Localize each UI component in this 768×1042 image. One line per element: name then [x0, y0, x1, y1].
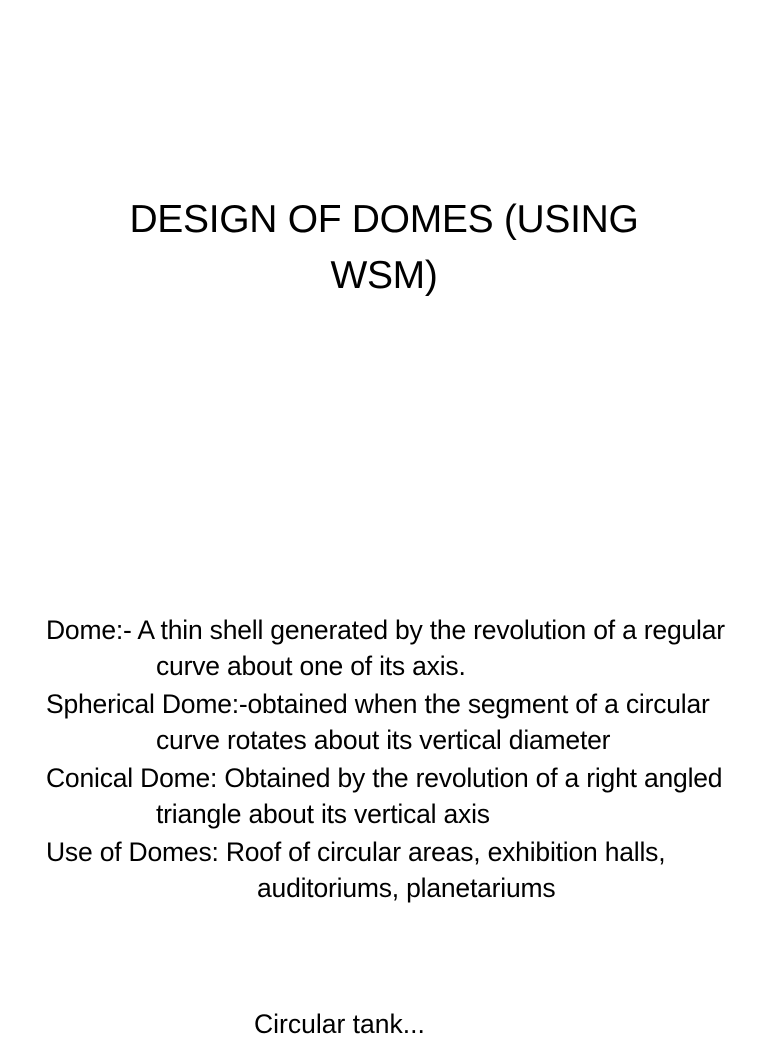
- bullet-conical-dome: [46, 760, 746, 832]
- cut-off-bullet-line: Circular tank...: [254, 1009, 425, 1039]
- bullet-list: [46, 612, 746, 908]
- bullet-text: Spherical Dome:-obtained when the segment of a circular curve rotates about its vertical diameter: [46, 689, 710, 755]
- bullet-dome: [46, 612, 746, 684]
- bullet-spherical-dome: [46, 686, 746, 758]
- bullet-text: Dome:- A thin shell generated by the revolution of a regular curve about one of its axis.: [46, 615, 725, 681]
- slide-title: DESIGN OF DOMES (USING WSM): [129, 198, 639, 297]
- bullet-use-of-domes: [46, 834, 746, 906]
- bullet-text: Use of Domes: Roof of circular areas, exhibition halls, auditoriums, planetariums: [46, 837, 666, 903]
- bullet-text: Conical Dome: Obtained by the revolution of a right angled triangle about its vertical axis: [46, 763, 723, 829]
